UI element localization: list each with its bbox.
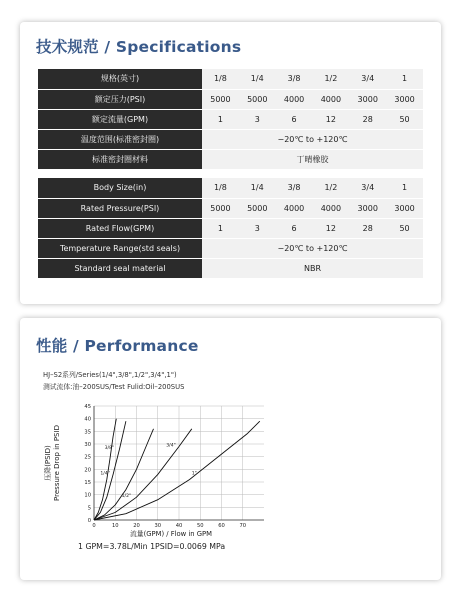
spec-cell: 4000: [276, 89, 313, 109]
spec-row-label: Body Size(in): [38, 178, 202, 198]
spec-cell: 1: [386, 178, 423, 198]
spec-cell: 5000: [239, 89, 276, 109]
spec-row: [38, 178, 423, 198]
spec-row-label: 规格(英寸): [38, 69, 202, 89]
y-axis-label-en: Pressure Drop in PSID: [53, 425, 61, 501]
spec-cell: 4000: [312, 89, 349, 109]
spec-row-label: Rated Flow(GPM): [38, 218, 202, 238]
pressure-drop-chart: [36, 398, 276, 544]
y-tick-label: 0: [87, 518, 91, 524]
spec-row: [38, 129, 423, 149]
series-label: 1/4": [100, 471, 110, 477]
spec-cell: 5000: [239, 198, 276, 218]
spec-cell: 3/8: [276, 69, 313, 89]
spec-row: [38, 89, 423, 109]
spec-cell: 4000: [276, 198, 313, 218]
y-tick-label: 45: [84, 404, 91, 410]
spec-row-label: Rated Pressure(PSI): [38, 198, 202, 218]
x-tick-label: 0: [92, 523, 96, 529]
y-tick-label: 10: [84, 492, 91, 499]
spec-cell: 3000: [386, 89, 423, 109]
spec-row-label: Temperature Range(std seals): [38, 238, 202, 258]
spec-cell: 3000: [386, 198, 423, 218]
spec-cell: 50: [386, 218, 423, 238]
performance-title: 性能 / Performance: [36, 337, 199, 355]
y-tick-label: 20: [84, 467, 91, 474]
spec-cell: 4000: [312, 198, 349, 218]
spec-row-label: 温度范围(标准密封圈): [38, 129, 202, 149]
y-tick-label: 5: [87, 505, 91, 512]
performance-card: [20, 318, 441, 580]
spec-cell-span: −20℃ to +120℃: [202, 238, 423, 258]
x-tick-label: 60: [218, 523, 225, 529]
spec-cell: 6: [276, 218, 313, 238]
spec-cell: 3/4: [349, 69, 386, 89]
spec-row-label: 额定流量(GPM): [38, 109, 202, 129]
y-tick-label: 30: [84, 442, 91, 448]
specifications-table-en: [38, 178, 423, 279]
spec-cell: 3: [239, 109, 276, 129]
x-tick-label: 10: [111, 523, 119, 529]
spec-row-label: 额定压力(PSI): [38, 89, 202, 109]
spec-cell: 3000: [349, 89, 386, 109]
spec-cell: 50: [386, 109, 423, 129]
spec-cell: 28: [349, 218, 386, 238]
spec-cell: 3: [239, 218, 276, 238]
spec-cell-span: −20℃ to +120℃: [202, 129, 423, 149]
series-line: [94, 421, 126, 520]
y-tick-label: 15: [84, 480, 91, 486]
spec-row-label: 标准密封圈材料: [38, 149, 202, 169]
spec-cell: 1/2: [312, 69, 349, 89]
spec-cell: 6: [276, 109, 313, 129]
test-fluid-line: 测试流体:油–200SUS/Test Fulid:Oil–200SUS: [43, 383, 185, 391]
spec-cell: 5000: [202, 198, 239, 218]
spec-row-label: Standard seal material: [38, 258, 202, 278]
spec-row: [38, 218, 423, 238]
x-tick-label: 20: [133, 523, 140, 529]
spec-row: [38, 109, 423, 129]
spec-cell: 1: [386, 69, 423, 89]
x-tick-label: 70: [239, 523, 247, 529]
spec-cell: 12: [312, 109, 349, 129]
y-axis-label-cn: 压降(PSID): [44, 445, 52, 481]
series-label: 3/8": [104, 446, 115, 452]
series-label: 3/4": [166, 443, 176, 449]
series-line: HJ–S2系列/Series(1/4",3/8",1/2",3/4",1"): [43, 371, 177, 379]
spec-row: [38, 69, 423, 89]
y-tick-label: 25: [84, 454, 91, 461]
spec-row: [38, 238, 423, 258]
series-label: 1": [191, 471, 197, 477]
series-line: [94, 421, 260, 520]
spec-cell: 5000: [202, 89, 239, 109]
spec-cell: 3/4: [349, 178, 386, 198]
spec-cell: 3/8: [276, 178, 313, 198]
specifications-table-cn: [38, 69, 423, 170]
spec-cell-span: NBR: [202, 258, 423, 278]
x-tick-label: 30: [154, 523, 162, 529]
spec-cell: 1/4: [239, 178, 276, 198]
spec-row: [38, 258, 423, 278]
unit-conversion-note: 1 GPM=3.78L/Min 1PSID=0.0069 MPa: [78, 542, 226, 551]
spec-cell: 1: [202, 109, 239, 129]
series-label: 1/2": [121, 494, 132, 500]
spec-cell: 1/2: [312, 178, 349, 198]
spec-cell: 28: [349, 109, 386, 129]
spec-cell: 3000: [349, 198, 386, 218]
spec-cell: 1/4: [239, 69, 276, 89]
spec-cell: 12: [312, 218, 349, 238]
spec-cell-span: 丁晴橡胶: [202, 149, 423, 169]
spec-row: [38, 198, 423, 218]
y-tick-label: 35: [84, 429, 91, 436]
x-axis-label: 流量(GPM) / Flow in GPM: [129, 530, 213, 538]
specifications-card: [20, 22, 441, 304]
specifications-title: 技术规范 / Specifications: [36, 38, 242, 56]
spec-row: [38, 149, 423, 169]
y-tick-label: 40: [84, 416, 91, 423]
spec-cell: 1: [202, 218, 239, 238]
x-tick-label: 40: [175, 523, 183, 529]
x-tick-label: 50: [196, 523, 204, 529]
spec-cell: 1/8: [202, 178, 239, 198]
spec-cell: 1/8: [202, 69, 239, 89]
